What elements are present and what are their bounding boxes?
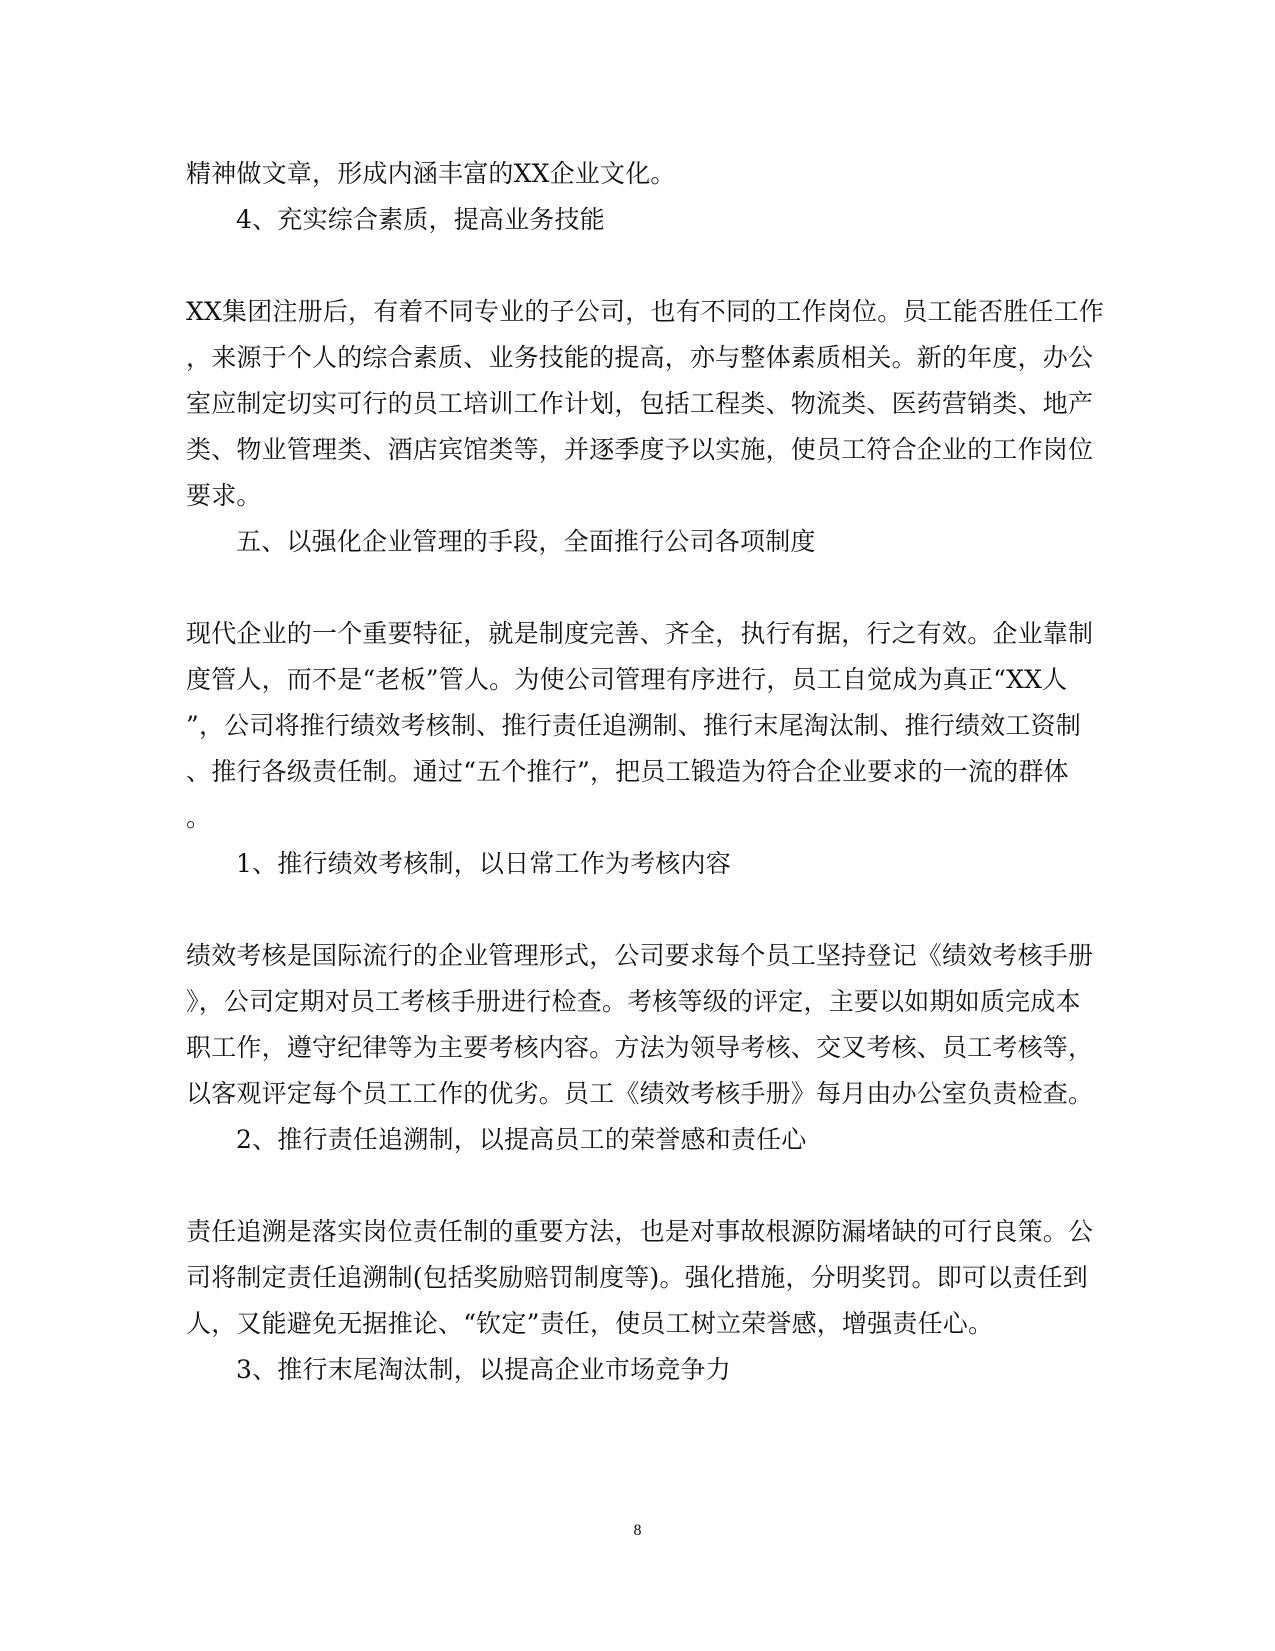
section-heading: 3、推行末尾淘汰制，以提高企业市场竞争力 <box>236 1355 731 1384</box>
body-text-line: 以客观评定每个员工工作的优劣。员工《绩效考核手册》每月由办公室负责检查。 <box>186 1079 1094 1108</box>
body-text-line: 、推行各级责任制。通过“五个推行”，把员工锻造为符合企业要求的一流的群体 <box>186 757 1069 786</box>
body-text-line: 》，公司定期对员工考核手册进行检查。考核等级的评定，主要以如期如质完成本 <box>186 987 1081 1016</box>
body-text-line: 绩效考核是国际流行的企业管理形式，公司要求每个员工坚持登记《绩效考核手册 <box>186 941 1094 970</box>
body-text-line: 职工作，遵守纪律等为主要考核内容。方法为领导考核、交叉考核、员工考核等， <box>186 1033 1094 1062</box>
section-heading: 1、推行绩效考核制，以日常工作为考核内容 <box>236 849 731 878</box>
body-text-line: 司将制定责任追溯制(包括奖励赔罚制度等)。强化措施，分明奖罚。即可以责任到 <box>186 1263 1088 1292</box>
body-text-line: 要求。 <box>186 481 262 510</box>
page-number: 8 <box>633 1522 642 1539</box>
body-text-line: XX集团注册后，有着不同专业的子公司，也有不同的工作岗位。员工能否胜任工作 <box>186 297 1104 326</box>
body-text-line: 度管人，而不是“老板”管人。为使公司管理有序进行，员工自觉成为真正“XX人 <box>186 665 1068 694</box>
body-text-line: 室应制定切实可行的员工培训工作计划，包括工程类、物流类、医药营销类、地产 <box>186 389 1094 418</box>
section-heading: 2、推行责任追溯制，以提高员工的荣誉感和责任心 <box>236 1125 807 1154</box>
body-text-line: 。 <box>186 803 212 832</box>
body-text-line: 精神做文章，形成内涵丰富的XX企业文化。 <box>186 159 676 188</box>
body-text-line: 人，又能避免无据推论、“钦定”责任，使员工树立荣誉感，增强责任心。 <box>186 1309 994 1338</box>
body-text-line: 类、物业管理类、酒店宾馆类等，并逐季度予以实施，使员工符合企业的工作岗位 <box>186 435 1094 464</box>
body-text-line: ，来源于个人的综合素质、业务技能的提高，亦与整体素质相关。新的年度，办公 <box>186 343 1094 372</box>
body-text-line: ”，公司将推行绩效考核制、推行责任追溯制、推行末尾淘汰制、推行绩效工资制 <box>186 711 1081 740</box>
body-text-line: 责任追溯是落实岗位责任制的重要方法，也是对事故根源防漏堵缺的可行良策。公 <box>186 1217 1094 1246</box>
body-text-line: 现代企业的一个重要特征，就是制度完善、齐全，执行有据，行之有效。企业靠制 <box>186 619 1094 648</box>
section-heading: 4、充实综合素质，提高业务技能 <box>236 205 605 234</box>
section-heading: 五、以强化企业管理的手段，全面推行公司各项制度 <box>236 527 816 556</box>
